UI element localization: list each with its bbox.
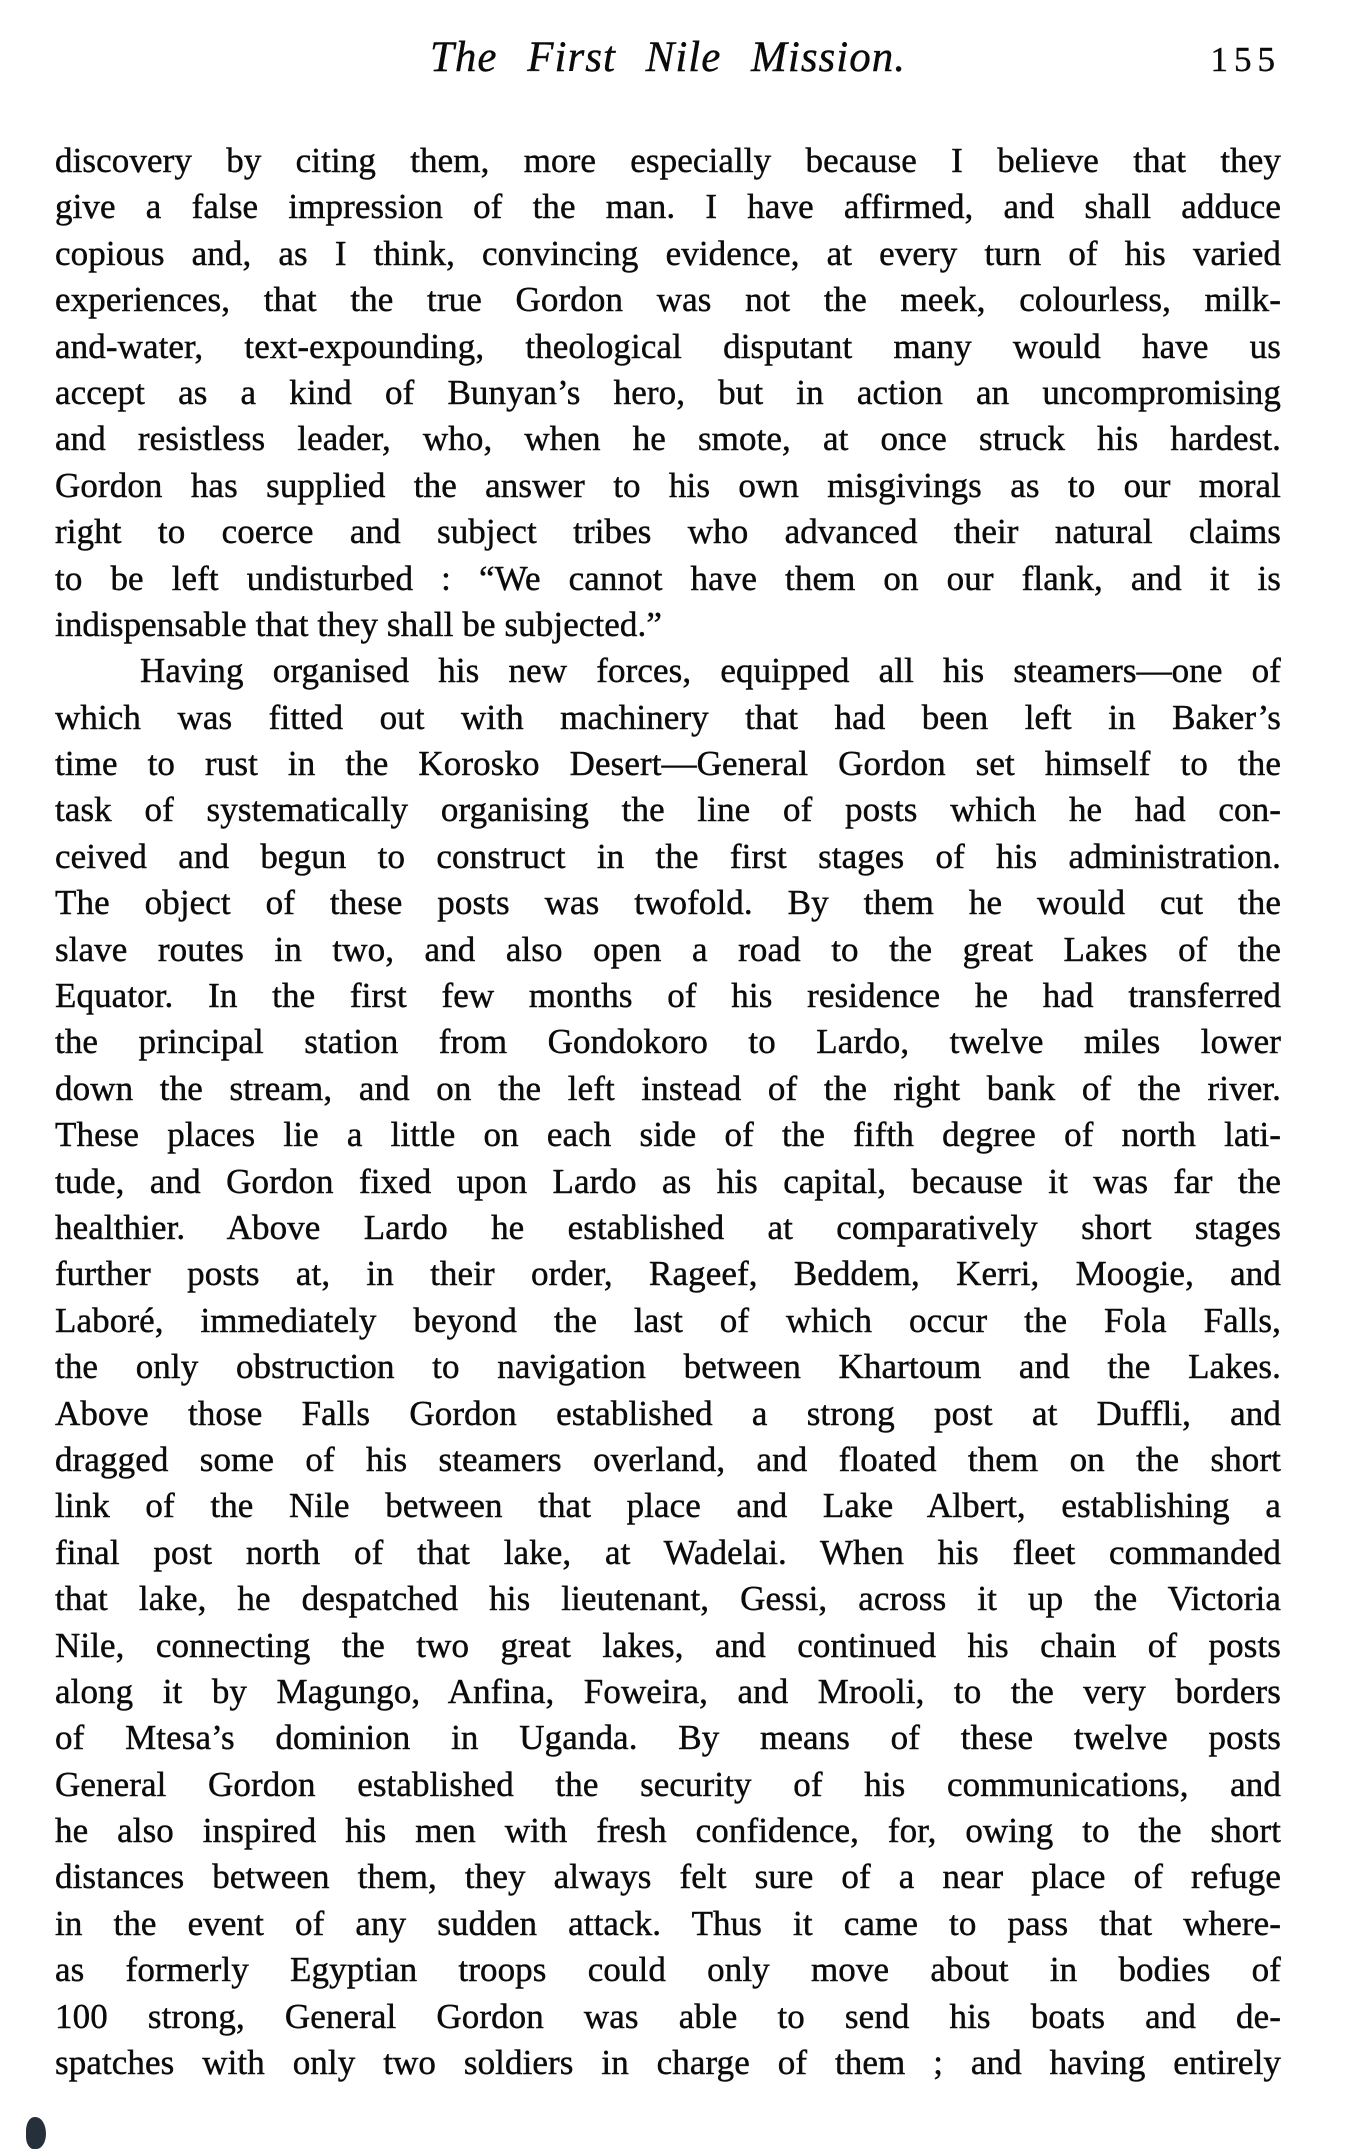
text-line: Gordon has supplied the answer to his own misgivings as to our moral <box>55 465 1281 505</box>
text-line: The object of these posts was twofold. By them he would cut the <box>55 883 1281 923</box>
text-line: experiences, that the true Gordon was not the meek, colourless, milk- <box>55 280 1281 320</box>
text-line: discovery by citing them, more especially because I believe that they <box>55 141 1281 180</box>
text-line: further posts at, in their order, Rageef, Beddem, Kerri, Moogie, and <box>55 1254 1281 1294</box>
text-line: in the event of any sudden attack. Thus it came to pass that where- <box>55 1903 1281 1943</box>
text-line: distances between them, they always felt sure of a near place of refuge <box>55 1857 1281 1897</box>
text-line: accept as a kind of Bunyan’s hero, but in action an uncompromising <box>55 372 1281 412</box>
page-number: 155 <box>1210 40 1281 79</box>
text-line: as formerly Egyptian troops could only move about in bodies of <box>55 1950 1281 1990</box>
text-line: along it by Magungo, Anfina, Foweira, and Mrooli, to the very borders <box>55 1671 1281 1711</box>
text-line: of Mtesa’s dominion in Uganda. By means of these twelve posts <box>55 1718 1281 1758</box>
text-line: ceived and begun to construct in the first stages of his administration. <box>55 836 1281 876</box>
page-header <box>55 30 1281 90</box>
text-line: spatches with only two soldiers in charge of them ; and having entirely <box>55 2043 1281 2083</box>
text-line: Nile, connecting the two great lakes, and continued his chain of posts <box>55 1625 1281 1665</box>
text-line: the only obstruction to navigation between Khartoum and the Lakes. <box>55 1347 1281 1387</box>
text-line: to be left undisturbed : “We cannot have them on our flank, and it is <box>55 558 1281 598</box>
text-line: right to coerce and subject tribes who advanced their natural claims <box>55 512 1281 552</box>
text-line: Equator. In the first few months of his residence he had transferred <box>55 976 1281 1016</box>
text-line: and resistless leader, who, when he smote, at once struck his hardest. <box>55 419 1281 459</box>
text-line: These places lie a little on each side of the fifth degree of north lati- <box>55 1115 1281 1155</box>
text-line: slave routes in two, and also open a road to the great Lakes of the <box>55 929 1281 969</box>
running-title: The First Nile Mission. <box>430 34 906 81</box>
text-line: the principal station from Gondokoro to Lardo, twelve miles lower <box>55 1022 1281 1062</box>
ink-smudge-artifact <box>26 2117 46 2149</box>
text-line: Above those Falls Gordon established a strong post at Duffli, and <box>55 1393 1281 1433</box>
text-line: final post north of that lake, at Wadelai. When his fleet commanded <box>55 1532 1281 1572</box>
text-line: Laboré, immediately beyond the last of which occur the Fola Falls, <box>55 1300 1281 1340</box>
text-line: link of the Nile between that place and Lake Albert, establishing a <box>55 1486 1281 1526</box>
text-line: tude, and Gordon fixed upon Lardo as his capital, because it was far the <box>55 1161 1281 1201</box>
text-line: and-water, text-expounding, theological disputant many would have us <box>55 326 1281 366</box>
text-line: give a false impression of the man. I have affirmed, and shall adduce <box>55 187 1281 227</box>
body-text <box>55 138 1281 2086</box>
text-line: down the stream, and on the left instead of the right bank of the river. <box>55 1068 1281 1108</box>
text-line: which was fitted out with machinery that had been left in Baker’s <box>55 697 1281 737</box>
text-line: time to rust in the Korosko Desert—General Gordon set himself to the <box>55 744 1281 784</box>
text-line: dragged some of his steamers overland, and floated them on the short <box>55 1439 1281 1479</box>
text-line: healthier. Above Lardo he established at comparatively short stages <box>55 1207 1281 1247</box>
text-line: General Gordon established the security of his communications, and <box>55 1764 1281 1804</box>
text-line: task of systematically organising the line of posts which he had con- <box>55 790 1281 830</box>
text-line: Having organised his new forces, equipped all his steamers—one of <box>140 651 1281 691</box>
text-line: 100 strong, General Gordon was able to send his boats and de- <box>55 1996 1281 2036</box>
text-line: that lake, he despatched his lieutenant, Gessi, across it up the Victoria <box>55 1579 1281 1619</box>
text-line: indispensable that they shall be subjected.” <box>55 604 663 644</box>
text-line: he also inspired his men with fresh confidence, for, owing to the short <box>55 1811 1281 1851</box>
text-line: copious and, as I think, convincing evidence, at every turn of his varied <box>55 233 1281 273</box>
